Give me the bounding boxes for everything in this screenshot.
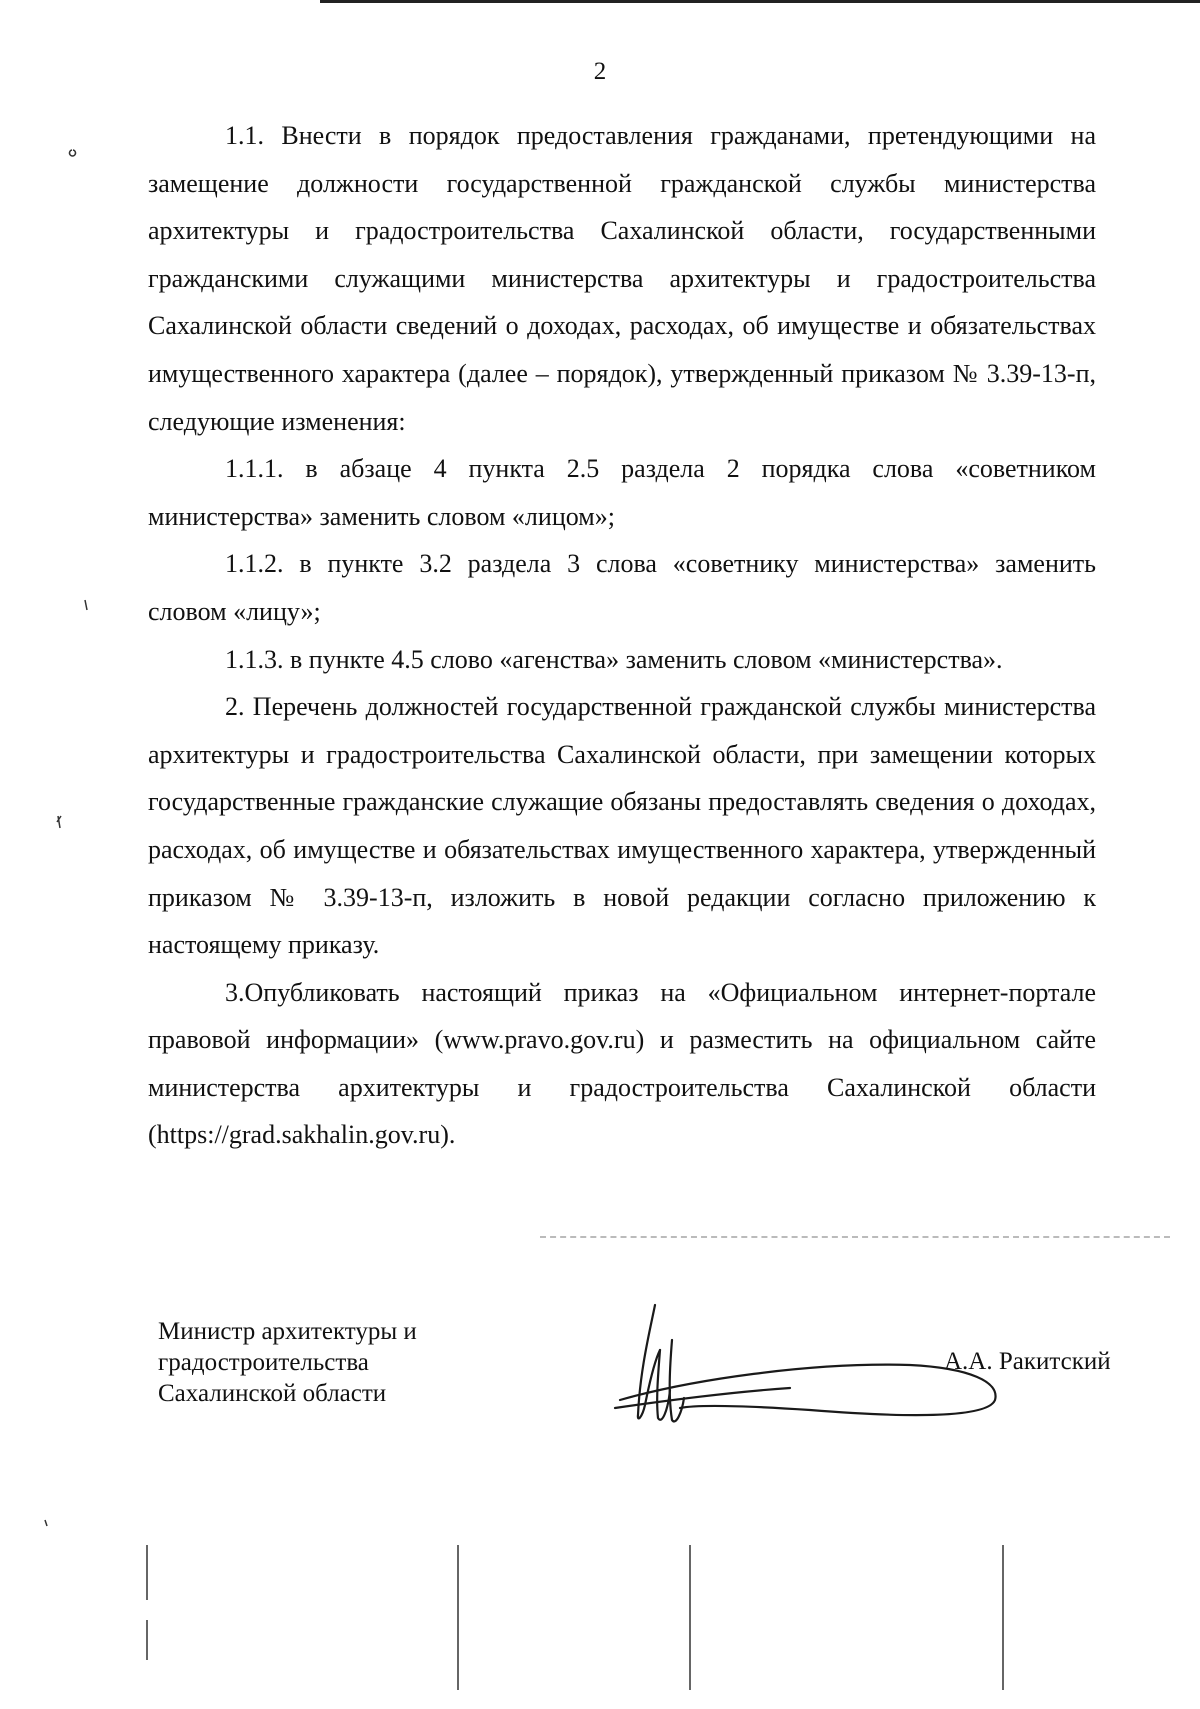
page-number: 2 [593, 58, 607, 85]
paragraph-1-1-3: 1.1.3. в пункте 4.5 слово «агенства» заменить словом «министерства». [225, 644, 1003, 674]
signer-position-line: Министр архитектуры и [158, 1318, 417, 1345]
paragraph-3: 3.Опубликовать настоящий приказ на «Официальном интернет-портале правовой информации» (www.pravo.gov.ru) и разместить на официальном сайте министерства архитектуры и градостроительства Сахалинской области (https://grad.sakhalin.gov.ru). [148, 977, 1096, 1150]
signer-position-line: Сахалинской области [158, 1380, 387, 1407]
paragraph-1-1: 1.1. Внести в порядок предоставления гражданами, претендующими на замещение должности государственной гражданской службы министерства архитектуры и градостроительства Сахалинской области, государственными гражданскими служащими министерства архитектуры и градостроительства Сахалинской области сведений о доходах, расходах, об имуществе и обязательствах имущественного характера (далее – порядок), утвержденный приказом № 3.39-13-п, следующие изменения: [148, 121, 1096, 436]
signer-position-line: градостроительства [158, 1349, 369, 1376]
paragraph-1-1-1: 1.1.1. в абзаце 4 пункта 2.5 раздела 2 порядка слова «советником министерства» заменить словом «лицом»; [148, 454, 1096, 531]
paragraph-1-1-2: 1.1.2. в пункте 3.2 раздела 3 слова «советнику министерства» заменить словом «лицу»; [148, 549, 1096, 626]
signer-name: А.А. Ракитский [944, 1348, 1111, 1375]
paragraph-2: 2. Перечень должностей государственной гражданской службы министерства архитектуры и градостроительства Сахалинской области, при замещении которых государственные гражданские служащие обязаны предоставлять сведения о доходах, расходах, об имуществе и обязательствах имущественного характера, утвержденный приказом № 3.39-13-п, изложить в новой редакции согласно приложению к настоящему приказу. [148, 692, 1096, 960]
